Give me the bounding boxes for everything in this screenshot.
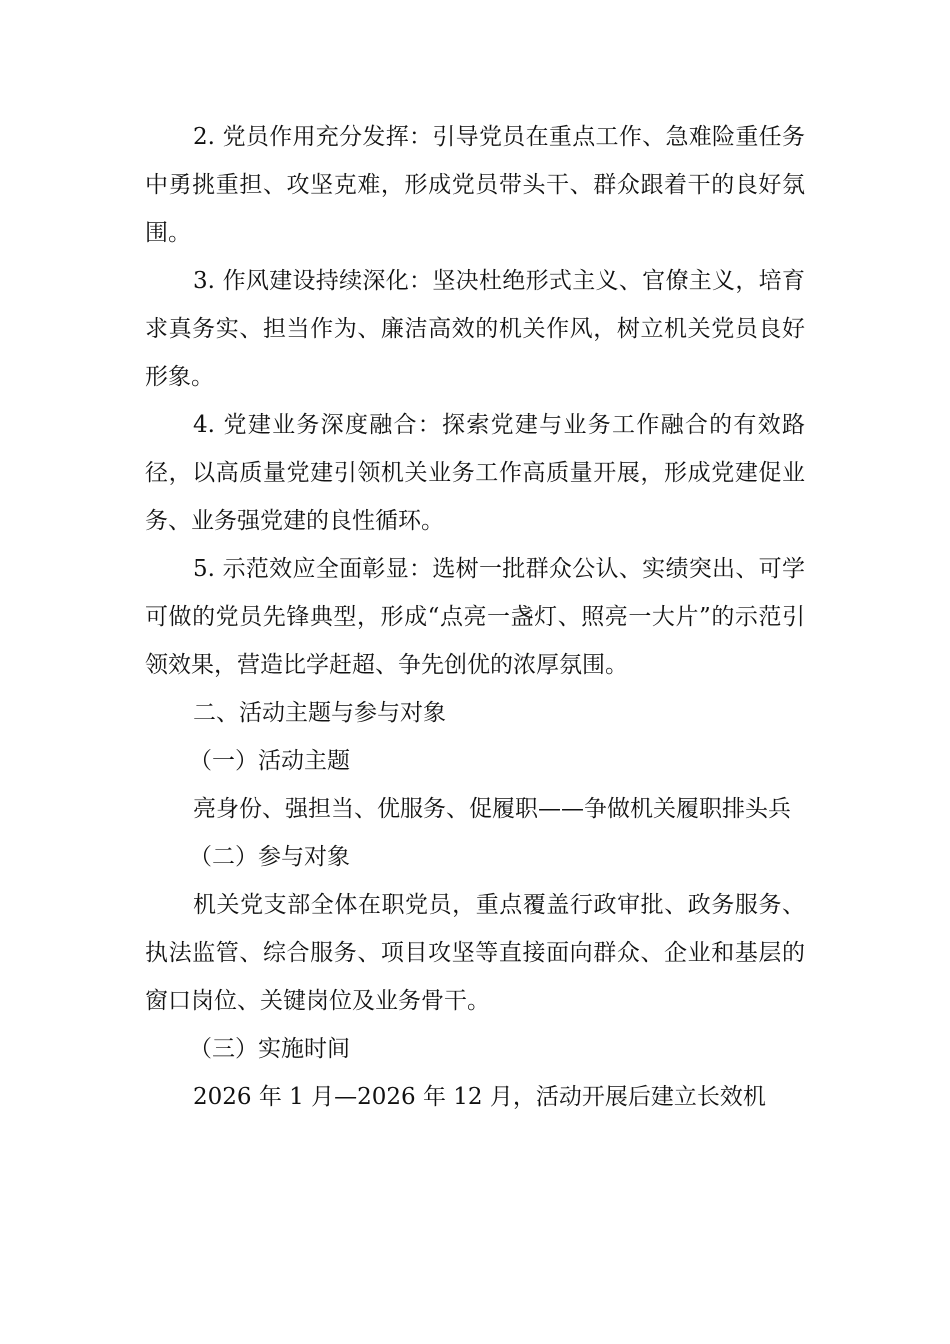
goal-paragraph-2: 2. 党员作用充分发挥：引导党员在重点工作、急难险重任务中勇挑重担、攻坚克难，形成党员带头干、群众跟着干的良好氛围。: [145, 124, 805, 246]
time-heading: （三）实施时间: [189, 1036, 350, 1062]
participants-heading: （二）参与对象: [189, 844, 350, 870]
document-body: [145, 113, 805, 1121]
goal-paragraph-4: 4. 党建业务深度融合：探索党建与业务工作融合的有效路径，以高质量党建引领机关业务工作高质量开展，形成党建促业务、业务强党建的良性循环。: [145, 412, 805, 534]
goal-paragraph-3: 3. 作风建设持续深化：坚决杜绝形式主义、官僚主义，培育求真务实、担当作为、廉洁高效的机关作风，树立机关党员良好形象。: [145, 268, 805, 390]
section-heading: 二、活动主题与参与对象: [193, 700, 446, 726]
goal-paragraph-5: 5. 示范效应全面彰显：选树一批群众公认、实绩突出、可学可做的党员先锋典型，形成“点亮一盏灯、照亮一大片”的示范引领效果，营造比学赶超、争先创优的浓厚氛围。: [145, 556, 805, 678]
theme-heading: （一）活动主题: [189, 748, 350, 774]
time-text: 2026 年 1 月—2026 年 12 月，活动开展后建立长效机: [193, 1084, 766, 1110]
participants-text: 机关党支部全体在职党员，重点覆盖行政审批、政务服务、执法监管、综合服务、项目攻坚等直接面向群众、企业和基层的窗口岗位、关键岗位及业务骨干。: [145, 892, 805, 1014]
theme-text: 亮身份、强担当、优服务、促履职——争做机关履职排头兵: [193, 796, 791, 822]
